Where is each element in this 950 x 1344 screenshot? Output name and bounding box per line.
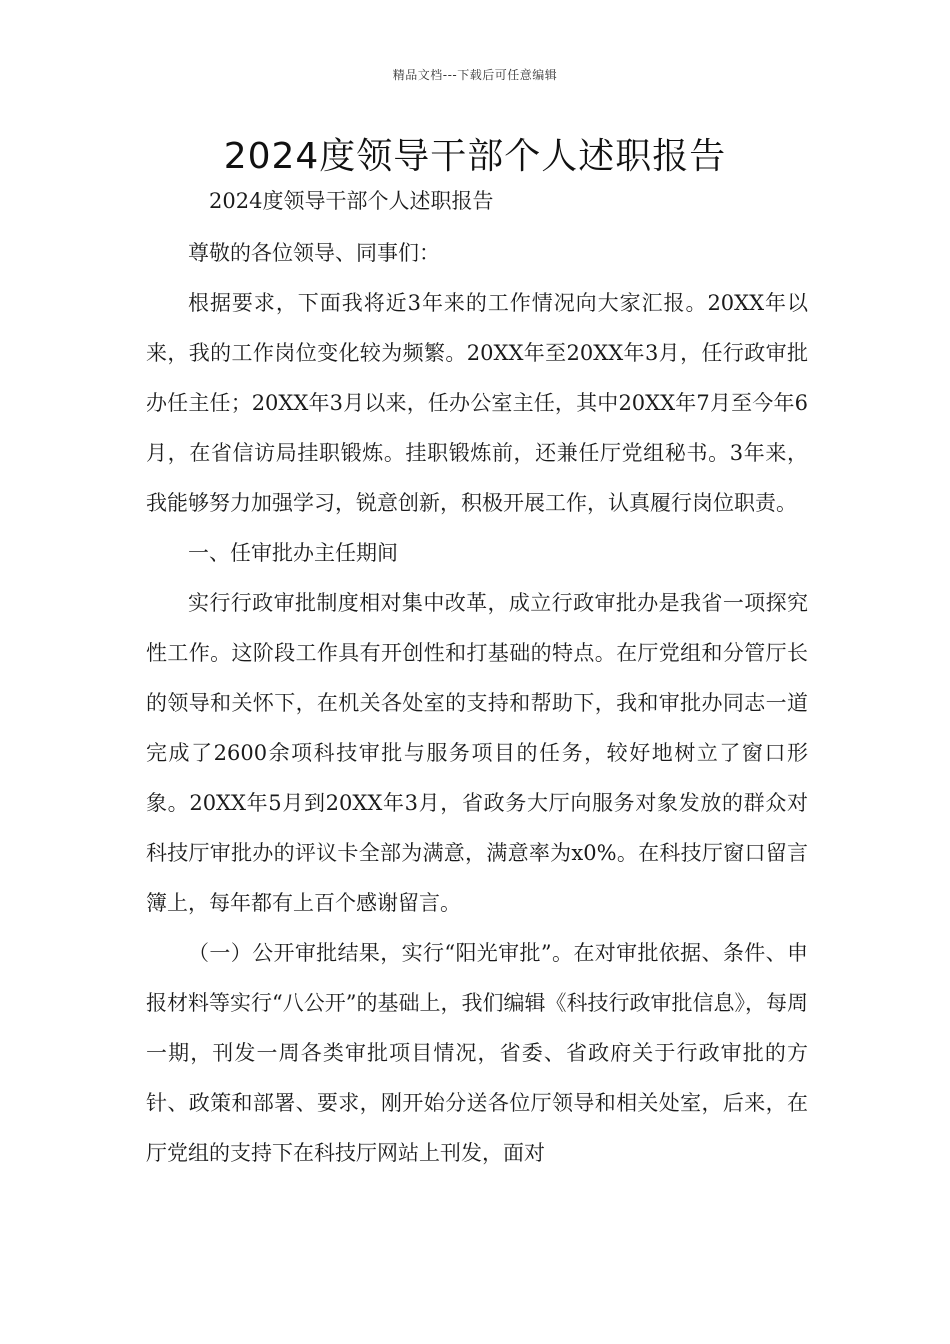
body-paragraph: （一）公开审批结果，实行“阳光审批”。在对审批依据、条件、申报材料等实行“八公开”的基础上，我们编辑《科技行政审批信息》，每周一期，刊发一周各类审批项目情况，省委、省政府关于行政审批的方针、政策和部署、要求，刚开始分送各位厅领导和相关处室，后来，在厅党组的支持下在科技厅网站上刊发，面对 xyxy=(146,941,808,1165)
document-title: 2024度领导干部个人述职报告 xyxy=(223,136,727,177)
document-subtitle: 2024度领导干部个人述职报告 xyxy=(209,189,494,213)
salutation-paragraph: 尊敬的各位领导、同事们： xyxy=(188,241,440,265)
body-paragraph: 根据要求，下面我将近3年来的工作情况向大家汇报。20XX年以来，我的工作岗位变化较为频繁。20XX年至20XX年3月，任行政审批办任主任；20XX年3月以来，任办公室主任，其中20XX年7月至今年6月，在省信访局挂职锻炼。挂职锻炼前，还兼任厅党组秘书。3年来，我能够努力加强学习，锐意创新，积极开展工作，认真履行岗位职责。 xyxy=(146,291,808,515)
page-header: 精品文档---下载后可任意编辑 xyxy=(392,68,558,82)
body-paragraph: 实行行政审批制度相对集中改革，成立行政审批办是我省一项探究性工作。这阶段工作具有开创性和打基础的特点。在厅党组和分管厅长的领导和关怀下，在机关各处室的支持和帮助下，我和审批办同志一道完成了2600余项科技审批与服务项目的任务，较好地树立了窗口形象。20XX年5月到20XX年3月，省政务大厅向服务对象发放的群众对科技厅审批办的评议卡全部为满意，满意率为x0%。在科技厅窗口留言簿上，每年都有上百个感谢留言。 xyxy=(146,591,808,915)
document-body xyxy=(146,184,808,1178)
section-heading: 一、任审批办主任期间 xyxy=(188,541,398,565)
